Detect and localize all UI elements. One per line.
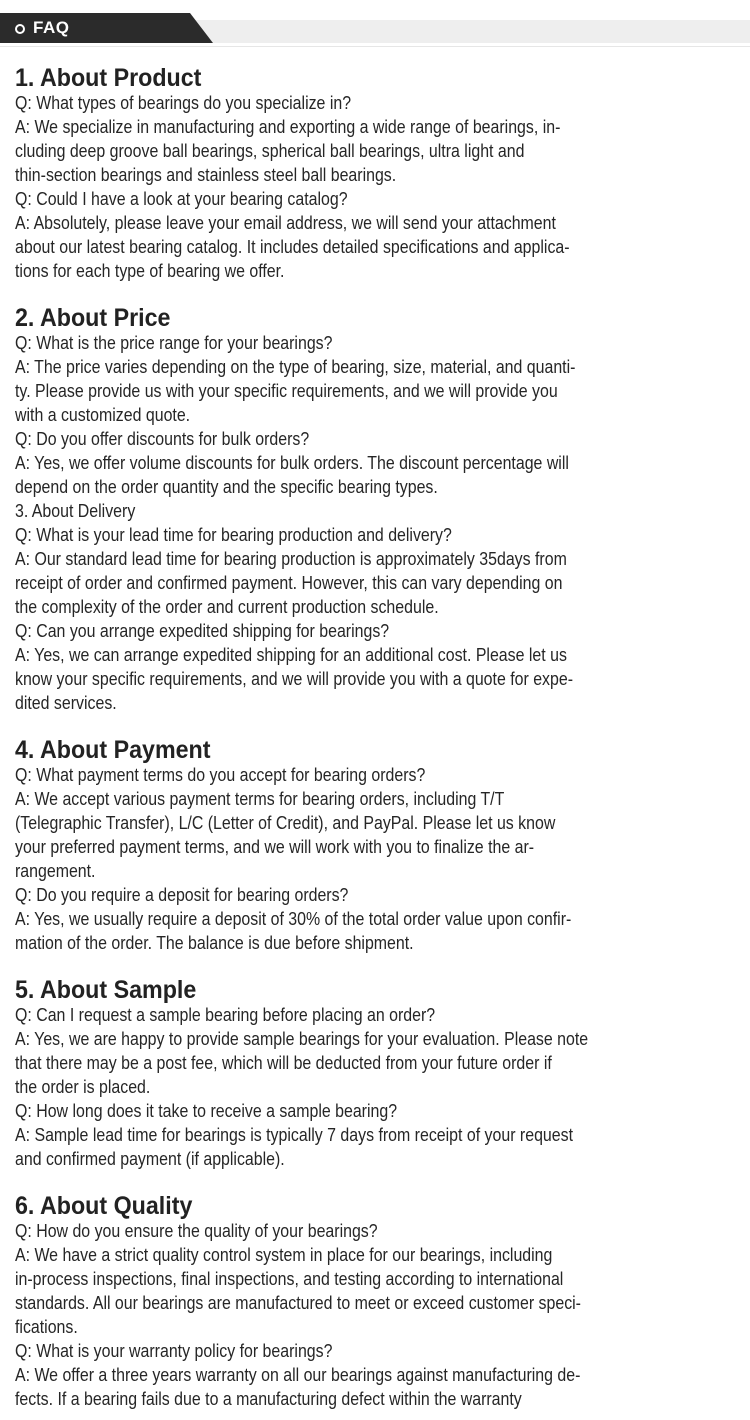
faq-line: Q: How do you ensure the quality of your bearings? xyxy=(15,1220,378,1241)
section-heading: 2. About Price xyxy=(15,304,171,332)
faq-line: ty. Please provide us with your specific requirements, and we will provide you xyxy=(15,380,558,401)
faq-section-product xyxy=(15,65,745,283)
header-divider xyxy=(0,46,750,47)
faq-line: A: We offer a three years warranty on all our bearings against manufacturing de- xyxy=(15,1364,581,1385)
delivery-subheading: 3. About Delivery xyxy=(15,500,136,521)
faq-line: fects. If a bearing fails due to a manufacturing defect within the warranty xyxy=(15,1388,522,1409)
faq-line: rangement. xyxy=(15,860,96,881)
faq-line: Q: What is your lead time for bearing production and delivery? xyxy=(15,524,452,545)
faq-header-tab xyxy=(0,13,213,43)
faq-line: in-process inspections, final inspections, and testing according to international xyxy=(15,1268,564,1289)
faq-line: mation of the order. The balance is due before shipment. xyxy=(15,932,414,953)
faq-section-sample xyxy=(15,977,745,1171)
faq-section-quality xyxy=(15,1193,745,1411)
section-heading: 6. About Quality xyxy=(15,1192,193,1220)
faq-line: your preferred payment terms, and we will work with you to finalize the ar- xyxy=(15,836,535,857)
faq-line: tions for each type of bearing we offer. xyxy=(15,260,285,281)
faq-line: dited services. xyxy=(15,692,117,713)
circle-outline-icon xyxy=(15,24,25,34)
faq-line: A: Yes, we are happy to provide sample bearings for your evaluation. Please note xyxy=(15,1028,589,1049)
faq-line: A: Yes, we usually require a deposit of 30% of the total order value upon confir- xyxy=(15,908,572,929)
section-heading: 1. About Product xyxy=(15,64,202,92)
faq-line: Q: Do you require a deposit for bearing orders? xyxy=(15,884,349,905)
faq-line: Q: What is your warranty policy for bearings? xyxy=(15,1340,333,1361)
section-heading: 4. About Payment xyxy=(15,736,211,764)
faq-line: A: Absolutely, please leave your email address, we will send your attachment xyxy=(15,212,556,233)
faq-line: fications. xyxy=(15,1316,78,1337)
faq-line: standards. All our bearings are manufactured to meet or exceed customer speci- xyxy=(15,1292,581,1313)
faq-line: the complexity of the order and current production schedule. xyxy=(15,596,439,617)
faq-line: Q: Could I have a look at your bearing catalog? xyxy=(15,188,348,209)
faq-line: A: Our standard lead time for bearing production is approximately 35days from xyxy=(15,548,567,569)
faq-line: A: We specialize in manufacturing and exporting a wide range of bearings, in- xyxy=(15,116,561,137)
faq-line: that there may be a post fee, which will be deducted from your future order if xyxy=(15,1052,552,1073)
faq-section-payment xyxy=(15,737,745,955)
faq-line: and confirmed payment (if applicable). xyxy=(15,1148,285,1169)
faq-line: know your specific requirements, and we will provide you with a quote for expe- xyxy=(15,668,574,689)
faq-line: receipt of order and confirmed payment. However, this can vary depending on xyxy=(15,572,563,593)
faq-line: Q: How long does it take to receive a sample bearing? xyxy=(15,1100,398,1121)
faq-line: Q: What is the price range for your bearings? xyxy=(15,332,333,353)
faq-line: Q: Do you offer discounts for bulk orders? xyxy=(15,428,310,449)
faq-line: about our latest bearing catalog. It includes detailed specifications and applica- xyxy=(15,236,570,257)
faq-line: A: Yes, we can arrange expedited shipping for an additional cost. Please let us xyxy=(15,644,567,665)
faq-line: A: We accept various payment terms for bearing orders, including T/T xyxy=(15,788,505,809)
faq-line: A: Yes, we offer volume discounts for bulk orders. The discount percentage will xyxy=(15,452,569,473)
faq-line: the order is placed. xyxy=(15,1076,151,1097)
faq-line: Q: What payment terms do you accept for bearing orders? xyxy=(15,764,426,785)
faq-line: Q: What types of bearings do you specialize in? xyxy=(15,92,352,113)
faq-line: Q: Can I request a sample bearing before placing an order? xyxy=(15,1004,436,1025)
faq-line: thin-section bearings and stainless steel ball bearings. xyxy=(15,164,397,185)
faq-line: Q: Can you arrange expedited shipping for bearings? xyxy=(15,620,390,641)
faq-line: A: Sample lead time for bearings is typically 7 days from receipt of your request xyxy=(15,1124,573,1145)
faq-line: (Telegraphic Transfer), L/C (Letter of Credit), and PayPal. Please let us know xyxy=(15,812,556,833)
faq-line: depend on the order quantity and the specific bearing types. xyxy=(15,476,438,497)
faq-title: FAQ xyxy=(33,18,70,37)
faq-line: A: We have a strict quality control system in place for our bearings, including xyxy=(15,1244,553,1265)
faq-section-price xyxy=(15,305,745,715)
faq-line: cluding deep groove ball bearings, spherical ball bearings, ultra light and xyxy=(15,140,525,161)
faq-line: with a customized quote. xyxy=(15,404,191,425)
faq-line: A: The price varies depending on the type of bearing, size, material, and quanti- xyxy=(15,356,576,377)
section-heading: 5. About Sample xyxy=(15,976,197,1004)
